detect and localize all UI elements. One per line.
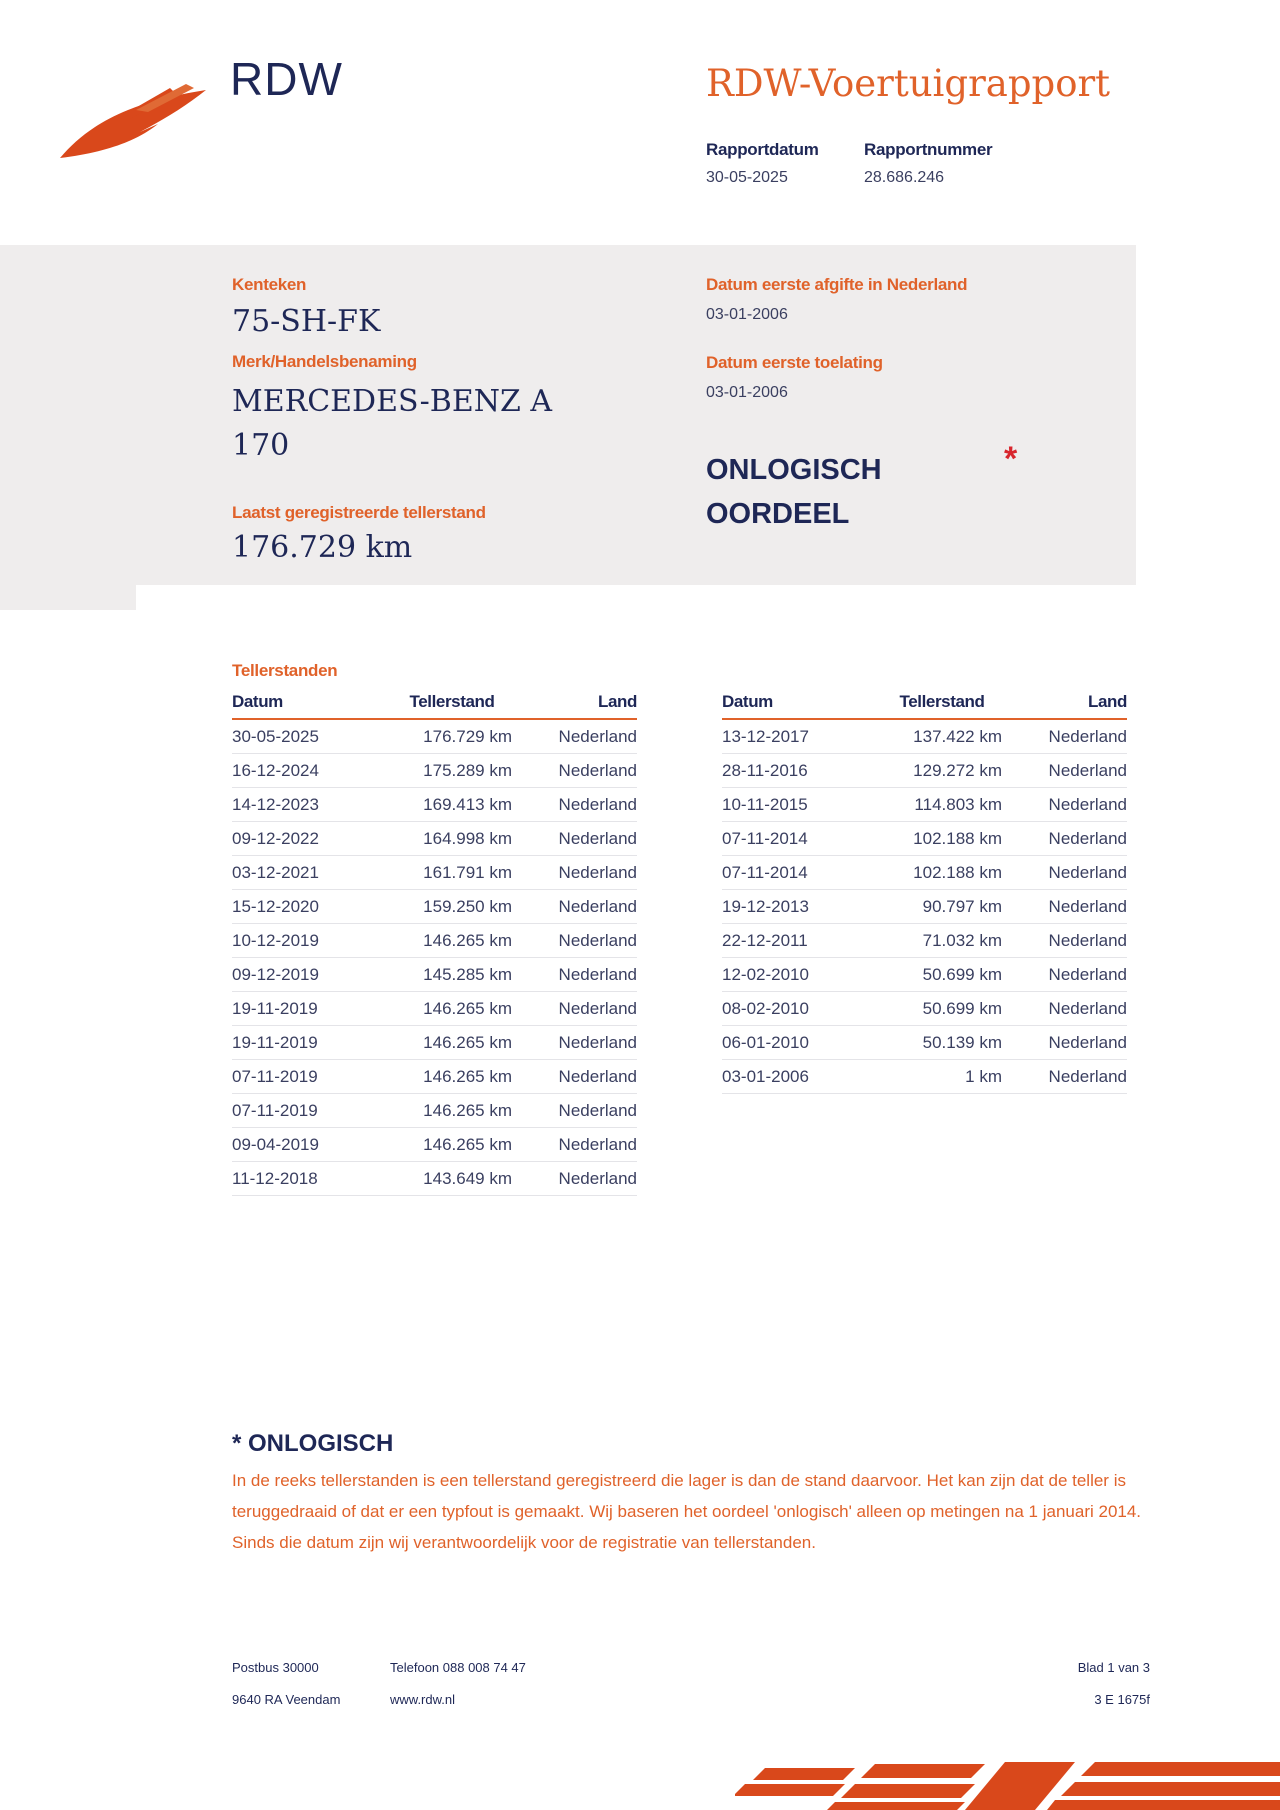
table-row bbox=[722, 1060, 1127, 1094]
table-row bbox=[232, 719, 637, 754]
cell-km: 161.791 km bbox=[392, 856, 512, 890]
footer-address: 9640 RA Veendam bbox=[232, 1692, 341, 1707]
cell-land: Nederland bbox=[512, 1026, 637, 1060]
table-row bbox=[232, 1026, 637, 1060]
cell-date: 08-02-2010 bbox=[722, 992, 882, 1026]
cell-land: Nederland bbox=[512, 890, 637, 924]
first-admission-label: Datum eerste toelating bbox=[706, 353, 883, 372]
footer-phone: Telefoon 088 008 74 47 bbox=[390, 1660, 526, 1675]
cell-date: 13-12-2017 bbox=[722, 719, 882, 754]
cell-km: 143.649 km bbox=[392, 1162, 512, 1196]
cell-land: Nederland bbox=[512, 754, 637, 788]
cell-land: Nederland bbox=[1002, 754, 1127, 788]
cell-km: 102.188 km bbox=[882, 856, 1002, 890]
cell-land: Nederland bbox=[1002, 958, 1127, 992]
cell-km: 146.265 km bbox=[392, 924, 512, 958]
cell-date: 09-12-2019 bbox=[232, 958, 392, 992]
cell-land: Nederland bbox=[512, 924, 637, 958]
cell-land: Nederland bbox=[1002, 788, 1127, 822]
cell-date: 10-12-2019 bbox=[232, 924, 392, 958]
cell-km: 102.188 km bbox=[882, 822, 1002, 856]
note-text: In de reeks tellerstanden is een tellerstand geregistreerd die lager is dan de stand daarvoor. Het kan zijn dat de teller is teruggedraaid of dat er een typfout is gemaakt. Wij baseren het oordeel 'onlogisch' alleen op metingen na 1 januari 2014. Sinds die datum zijn wij verantwoordelijk voor de registratie van tellerstanden. bbox=[232, 1471, 1142, 1552]
verdict-marker: * bbox=[1004, 440, 1018, 478]
cell-land: Nederland bbox=[512, 1128, 637, 1162]
cell-km: 1 km bbox=[882, 1060, 1002, 1094]
cell-land: Nederland bbox=[512, 1162, 637, 1196]
table-row bbox=[722, 788, 1127, 822]
report-number-label: Rapportnummer bbox=[864, 140, 993, 159]
panel-tab bbox=[0, 585, 136, 610]
cell-date: 06-01-2010 bbox=[722, 1026, 882, 1060]
cell-date: 10-11-2015 bbox=[722, 788, 882, 822]
cell-km: 90.797 km bbox=[882, 890, 1002, 924]
cell-date: 14-12-2023 bbox=[232, 788, 392, 822]
table-header-row bbox=[232, 690, 637, 719]
cell-date: 03-12-2021 bbox=[232, 856, 392, 890]
make-label: Merk/Handelsbenaming bbox=[232, 352, 417, 371]
cell-land: Nederland bbox=[512, 719, 637, 754]
cell-km: 137.422 km bbox=[882, 719, 1002, 754]
cell-date: 09-04-2019 bbox=[232, 1128, 392, 1162]
cell-km: 50.699 km bbox=[882, 958, 1002, 992]
table-row bbox=[232, 992, 637, 1026]
cell-land: Nederland bbox=[1002, 719, 1127, 754]
plate-value: 75-SH-FK bbox=[232, 304, 381, 339]
report-number: 28.686.246 bbox=[864, 169, 945, 186]
cell-km: 146.265 km bbox=[392, 1128, 512, 1162]
rdw-stripes-icon bbox=[735, 1760, 1280, 1810]
report-date-label: Rapportdatum bbox=[706, 140, 819, 159]
cell-land: Nederland bbox=[1002, 822, 1127, 856]
cell-date: 16-12-2024 bbox=[232, 754, 392, 788]
table-row bbox=[232, 924, 637, 958]
col-header-land: Land bbox=[512, 690, 637, 719]
first-nl-value: 03-01-2006 bbox=[706, 306, 788, 323]
cell-km: 145.285 km bbox=[392, 958, 512, 992]
cell-km: 159.250 km bbox=[392, 890, 512, 924]
first-admission-value: 03-01-2006 bbox=[706, 384, 788, 401]
cell-date: 19-11-2019 bbox=[232, 1026, 392, 1060]
odometer-value: 176.729 km bbox=[232, 530, 413, 565]
col-header-land: Land bbox=[1002, 690, 1127, 719]
cell-date: 19-11-2019 bbox=[232, 992, 392, 1026]
col-header-km: Tellerstand bbox=[882, 690, 1002, 719]
cell-land: Nederland bbox=[512, 822, 637, 856]
report-date: 30-05-2025 bbox=[706, 169, 788, 186]
cell-date: 03-01-2006 bbox=[722, 1060, 882, 1094]
section-title: Tellerstanden bbox=[232, 661, 338, 680]
rdw-logo-icon bbox=[58, 80, 208, 162]
cell-land: Nederland bbox=[512, 1094, 637, 1128]
odometer-label: Laatst geregistreerde tellerstand bbox=[232, 503, 486, 522]
plate-label: Kenteken bbox=[232, 275, 307, 294]
cell-land: Nederland bbox=[512, 788, 637, 822]
table-header-row bbox=[722, 690, 1127, 719]
table-row bbox=[232, 1094, 637, 1128]
readings-table-left bbox=[232, 690, 637, 1196]
footer-page: Blad 1 van 3 bbox=[1077, 1660, 1150, 1675]
table-row bbox=[232, 958, 637, 992]
cell-date: 19-12-2013 bbox=[722, 890, 882, 924]
cell-km: 146.265 km bbox=[392, 1094, 512, 1128]
cell-date: 22-12-2011 bbox=[722, 924, 882, 958]
cell-km: 175.289 km bbox=[392, 754, 512, 788]
table-row bbox=[232, 754, 637, 788]
readings-table-right bbox=[722, 690, 1127, 1094]
cell-date: 07-11-2019 bbox=[232, 1094, 392, 1128]
cell-land: Nederland bbox=[512, 1060, 637, 1094]
col-header-date: Datum bbox=[722, 690, 882, 719]
table-row bbox=[722, 856, 1127, 890]
cell-date: 07-11-2014 bbox=[722, 856, 882, 890]
cell-date: 07-11-2019 bbox=[232, 1060, 392, 1094]
cell-date: 09-12-2022 bbox=[232, 822, 392, 856]
logo-text: RDW bbox=[230, 53, 343, 105]
table-row bbox=[722, 992, 1127, 1026]
table-row bbox=[722, 924, 1127, 958]
table-row bbox=[232, 856, 637, 890]
cell-land: Nederland bbox=[512, 958, 637, 992]
table-row bbox=[232, 788, 637, 822]
cell-km: 146.265 km bbox=[392, 992, 512, 1026]
col-header-date: Datum bbox=[232, 690, 392, 719]
cell-date: 11-12-2018 bbox=[232, 1162, 392, 1196]
footer-postbus: Postbus 30000 bbox=[232, 1660, 319, 1675]
table-row bbox=[722, 719, 1127, 754]
cell-land: Nederland bbox=[512, 992, 637, 1026]
table-row bbox=[722, 1026, 1127, 1060]
cell-land: Nederland bbox=[1002, 1026, 1127, 1060]
verdict bbox=[706, 448, 966, 536]
table-row bbox=[722, 822, 1127, 856]
table-row bbox=[722, 890, 1127, 924]
cell-date: 15-12-2020 bbox=[232, 890, 392, 924]
cell-land: Nederland bbox=[1002, 924, 1127, 958]
cell-km: 164.998 km bbox=[392, 822, 512, 856]
cell-km: 71.032 km bbox=[882, 924, 1002, 958]
cell-km: 146.265 km bbox=[392, 1026, 512, 1060]
cell-km: 114.803 km bbox=[882, 788, 1002, 822]
cell-date: 30-05-2025 bbox=[232, 719, 392, 754]
cell-km: 146.265 km bbox=[392, 1060, 512, 1094]
cell-land: Nederland bbox=[1002, 856, 1127, 890]
verdict-line2: OORDEEL bbox=[706, 498, 850, 530]
col-header-km: Tellerstand bbox=[392, 690, 512, 719]
table-row bbox=[232, 822, 637, 856]
make-value-line1: MERCEDES-BENZ A bbox=[232, 384, 553, 419]
table-row bbox=[232, 890, 637, 924]
cell-km: 50.699 km bbox=[882, 992, 1002, 1026]
make-value-line2: 170 bbox=[232, 428, 290, 463]
table-row bbox=[232, 1128, 637, 1162]
table-row bbox=[722, 958, 1127, 992]
page-title: RDW-Voertuigrapport bbox=[706, 62, 1111, 105]
table-row bbox=[232, 1162, 637, 1196]
first-nl-label: Datum eerste afgifte in Nederland bbox=[706, 275, 968, 294]
footer-code: 3 E 1675f bbox=[1094, 1692, 1150, 1707]
cell-land: Nederland bbox=[1002, 1060, 1127, 1094]
cell-land: Nederland bbox=[1002, 890, 1127, 924]
note-title: * ONLOGISCH bbox=[232, 1430, 394, 1457]
table-row bbox=[722, 754, 1127, 788]
cell-date: 28-11-2016 bbox=[722, 754, 882, 788]
footer-website: www.rdw.nl bbox=[390, 1692, 456, 1707]
cell-land: Nederland bbox=[1002, 992, 1127, 1026]
cell-land: Nederland bbox=[512, 856, 637, 890]
table-row bbox=[232, 1060, 637, 1094]
cell-km: 176.729 km bbox=[392, 719, 512, 754]
verdict-line1: ONLOGISCH bbox=[706, 454, 882, 486]
cell-date: 12-02-2010 bbox=[722, 958, 882, 992]
cell-date: 07-11-2014 bbox=[722, 822, 882, 856]
cell-km: 50.139 km bbox=[882, 1026, 1002, 1060]
cell-km: 169.413 km bbox=[392, 788, 512, 822]
cell-km: 129.272 km bbox=[882, 754, 1002, 788]
